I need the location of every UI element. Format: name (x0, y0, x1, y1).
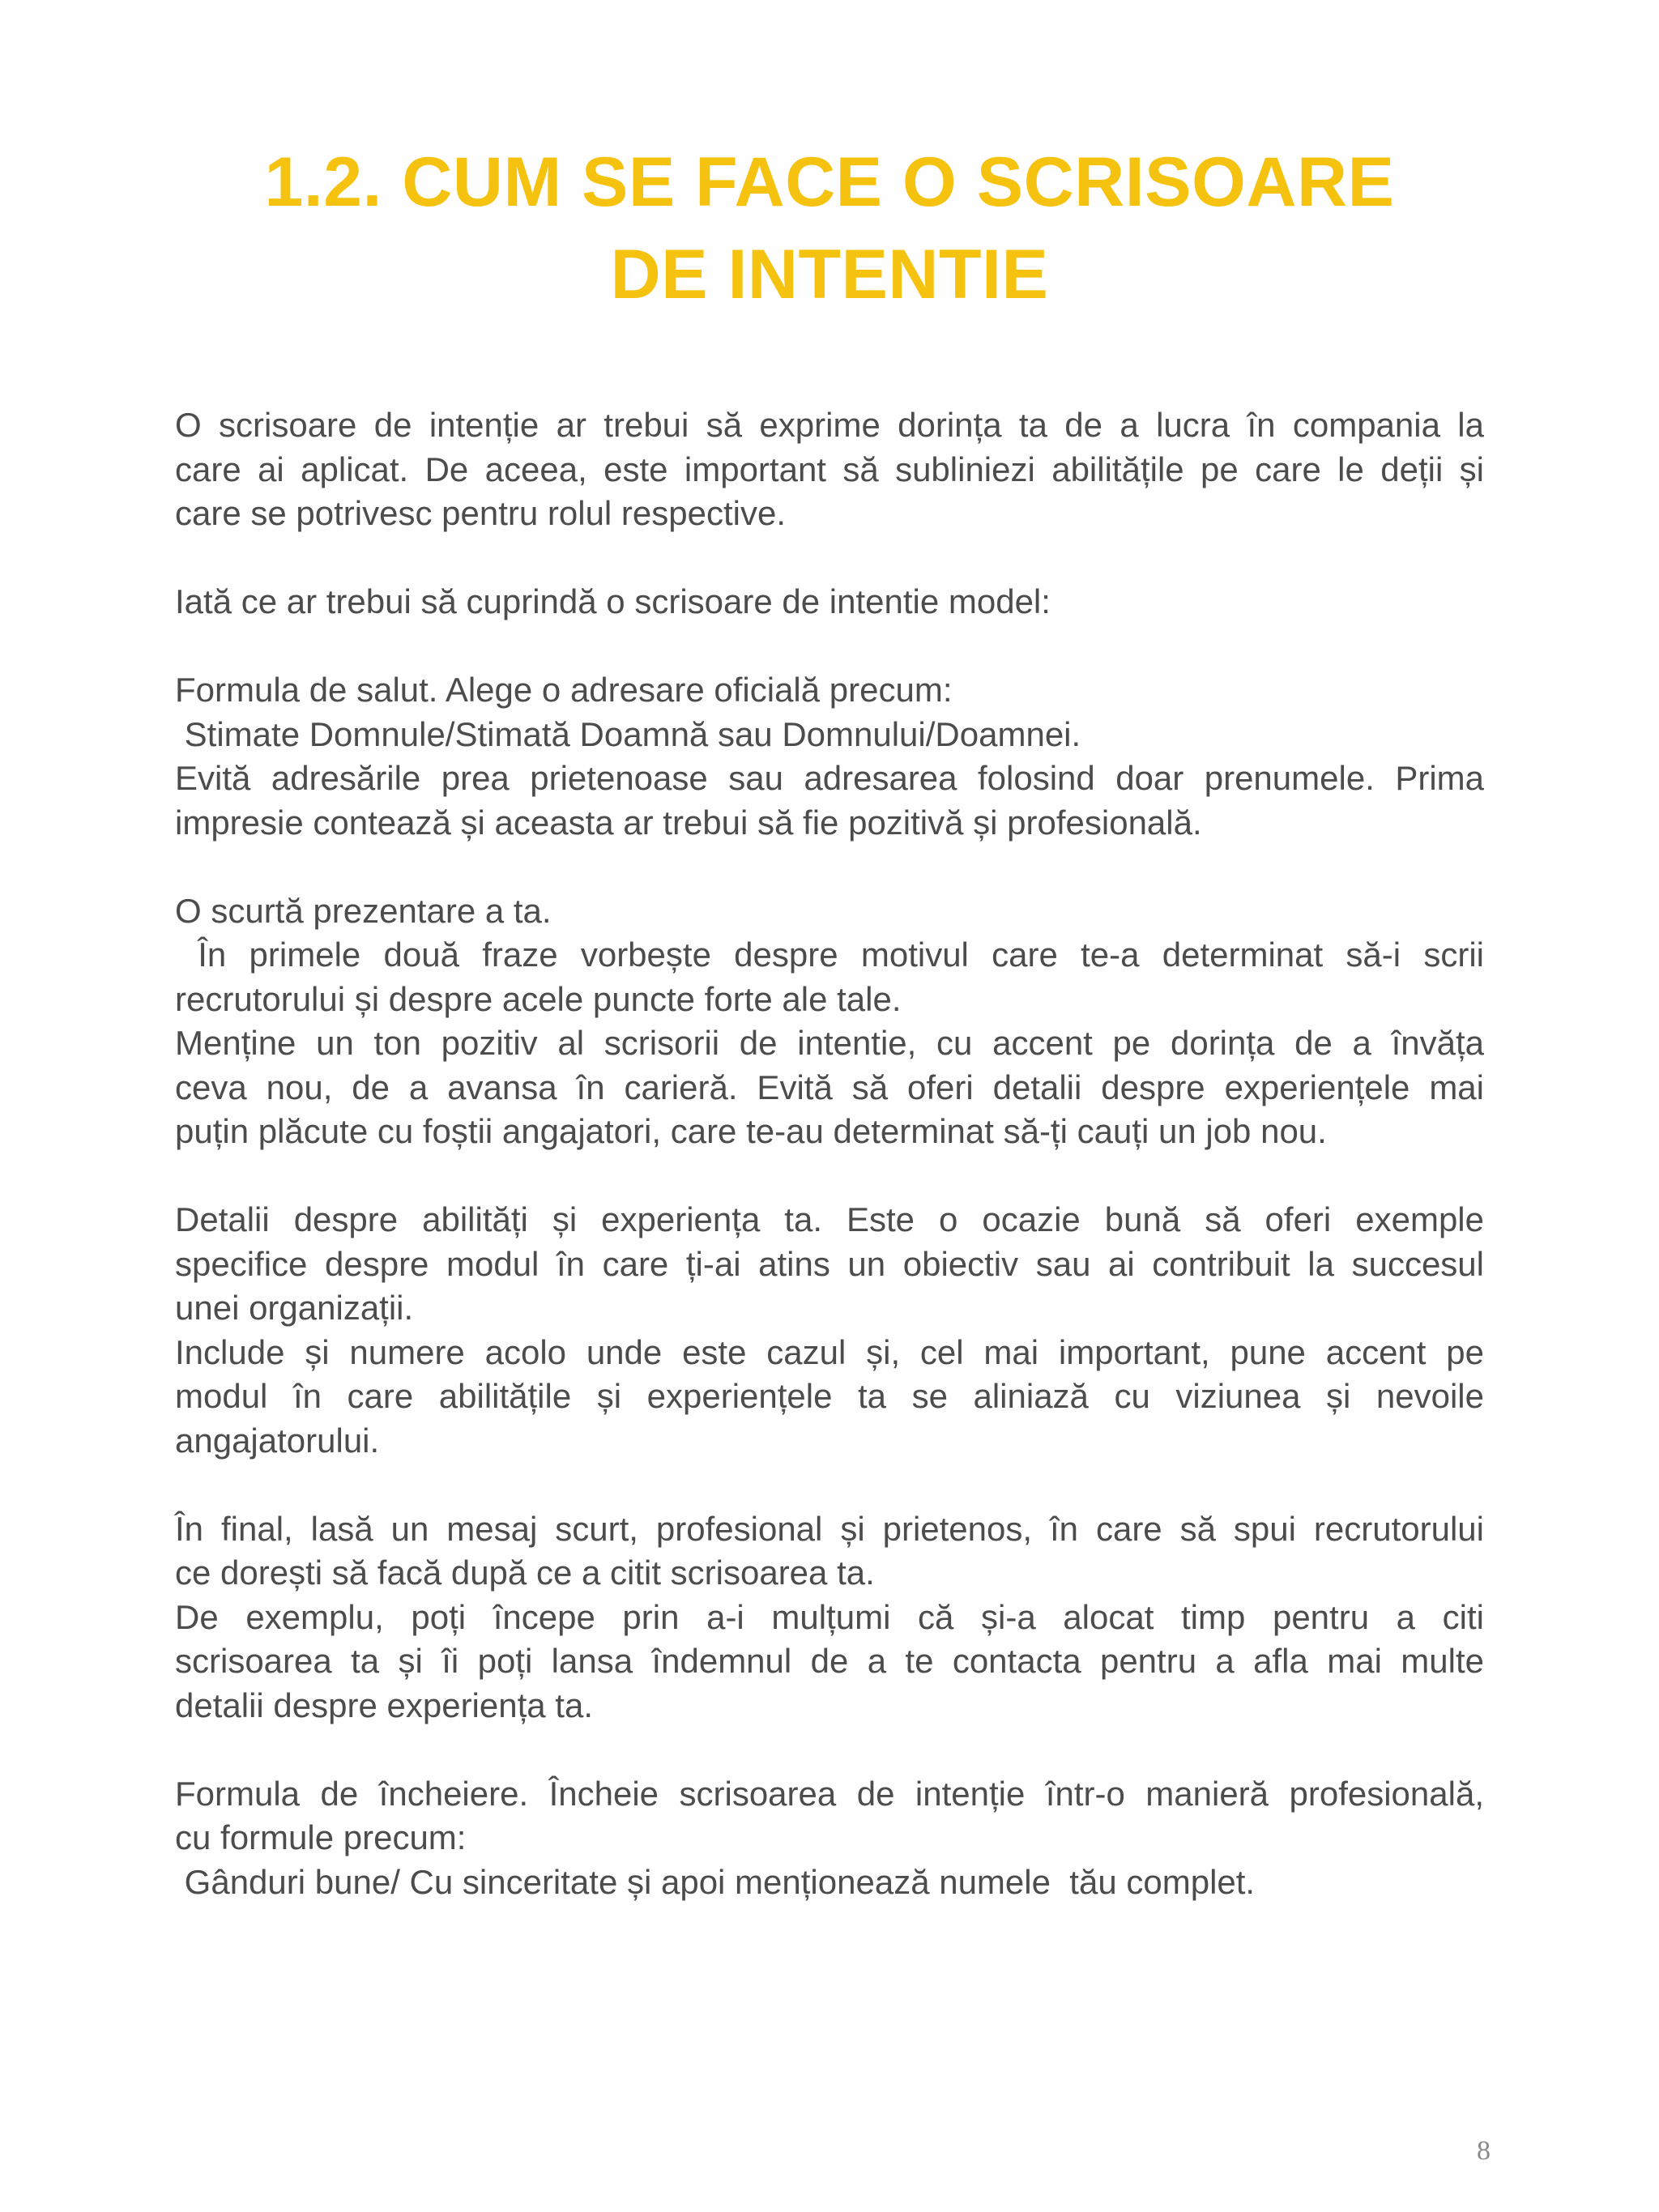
text-line: cu formule precum: (175, 1818, 467, 1856)
text-line: În primele două fraze vorbește despre motivul care te-a determinat să-i scrii (175, 936, 1485, 974)
text-line: ce dorești să facă după ce a citit scrisoarea ta. (175, 1554, 875, 1592)
text-line: unei organizații. (175, 1289, 414, 1327)
text-line: recrutorului și despre acele puncte forte ale tale. (175, 979, 902, 1018)
paragraph-skills-experience (175, 1198, 1484, 1463)
text-line: Stimate Domnule/Stimată Doamnă sau Domnului/Doamnei. (175, 714, 1081, 753)
text-line: Formula de încheiere. Încheie scrisoarea de intenție într-o manieră profesională, (175, 1774, 1484, 1813)
text-line: scrisoarea ta și îi poți lansa îndemnul de a te contacta pentru a afla mai multe (175, 1642, 1484, 1680)
paragraph-model-heading (175, 580, 1484, 624)
text-line: Include și numere acolo unde este cazul și, cel mai important, pune accent pe (175, 1332, 1484, 1371)
text-line: O scurtă prezentare a ta. (175, 891, 552, 930)
page-title (0, 136, 1659, 321)
title-line-2: DE INTENTIE (610, 236, 1049, 313)
text-line: modul în care abilitățile și experiențele ta se aliniază cu viziunea și nevoile (175, 1377, 1484, 1415)
text-line: Evită adresările prea prietenoase sau adresarea folosind doar prenumele. Prima (175, 759, 1484, 797)
text-line: Formula de salut. Alege o adresare oficială precum: (175, 671, 953, 709)
text-line: care se potrivesc pentru rolul respective. (175, 494, 787, 532)
text-line: De exemplu, poți începe prin a-i mulțumi că și-a alocat timp pentru a citi (175, 1597, 1484, 1636)
text-line: puțin plăcute cu foștii angajatori, care te-au determinat să-ți cauți un job nou. (175, 1112, 1327, 1150)
paragraph-closing-formula (175, 1772, 1484, 1905)
text-line: Iată ce ar trebui să cuprindă o scrisoare de intentie model: (175, 582, 1051, 620)
text-line: angajatorului. (175, 1421, 380, 1460)
text-line: O scrisoare de intenție ar trebui să exprime dorința ta de a lucra în compania la (175, 406, 1484, 444)
text-line: În final, lasă un mesaj scurt, profesional și prietenos, în care să spui recrutorului (175, 1509, 1484, 1548)
page-number: 8 (1477, 2136, 1491, 2166)
title-line-1: 1.2. CUM SE FACE O SCRISOARE (264, 143, 1395, 221)
text-line: Menține un ton pozitiv al scrisorii de intentie, cu accent pe dorința de a învăța (175, 1024, 1484, 1062)
paragraph-greeting-formula (175, 668, 1484, 845)
paragraph-short-presentation (175, 889, 1484, 1154)
text-line: Gânduri bune/ Cu sinceritate și apoi menționează numele tău complet. (175, 1862, 1256, 1901)
text-line: impresie contează și aceasta ar trebui să fie pozitivă și profesională. (175, 803, 1202, 842)
text-line: Detalii despre abilități și experiența ta. Este o ocazie bună să oferi exemple (175, 1200, 1484, 1238)
text-line: care ai aplicat. De aceea, este important să subliniezi abilitățile pe care le deții și (175, 450, 1484, 488)
text-line: specifice despre modul în care ți-ai atins un obiectiv sau ai contribuit la succesul (175, 1244, 1484, 1283)
text-line: ceva nou, de a avansa în carieră. Evită să oferi detalii despre experiențele mai (175, 1068, 1484, 1106)
body-text (175, 403, 1484, 1904)
text-line: detalii despre experiența ta. (175, 1686, 593, 1724)
paragraph-intro (175, 403, 1484, 536)
paragraph-final-message (175, 1507, 1484, 1728)
